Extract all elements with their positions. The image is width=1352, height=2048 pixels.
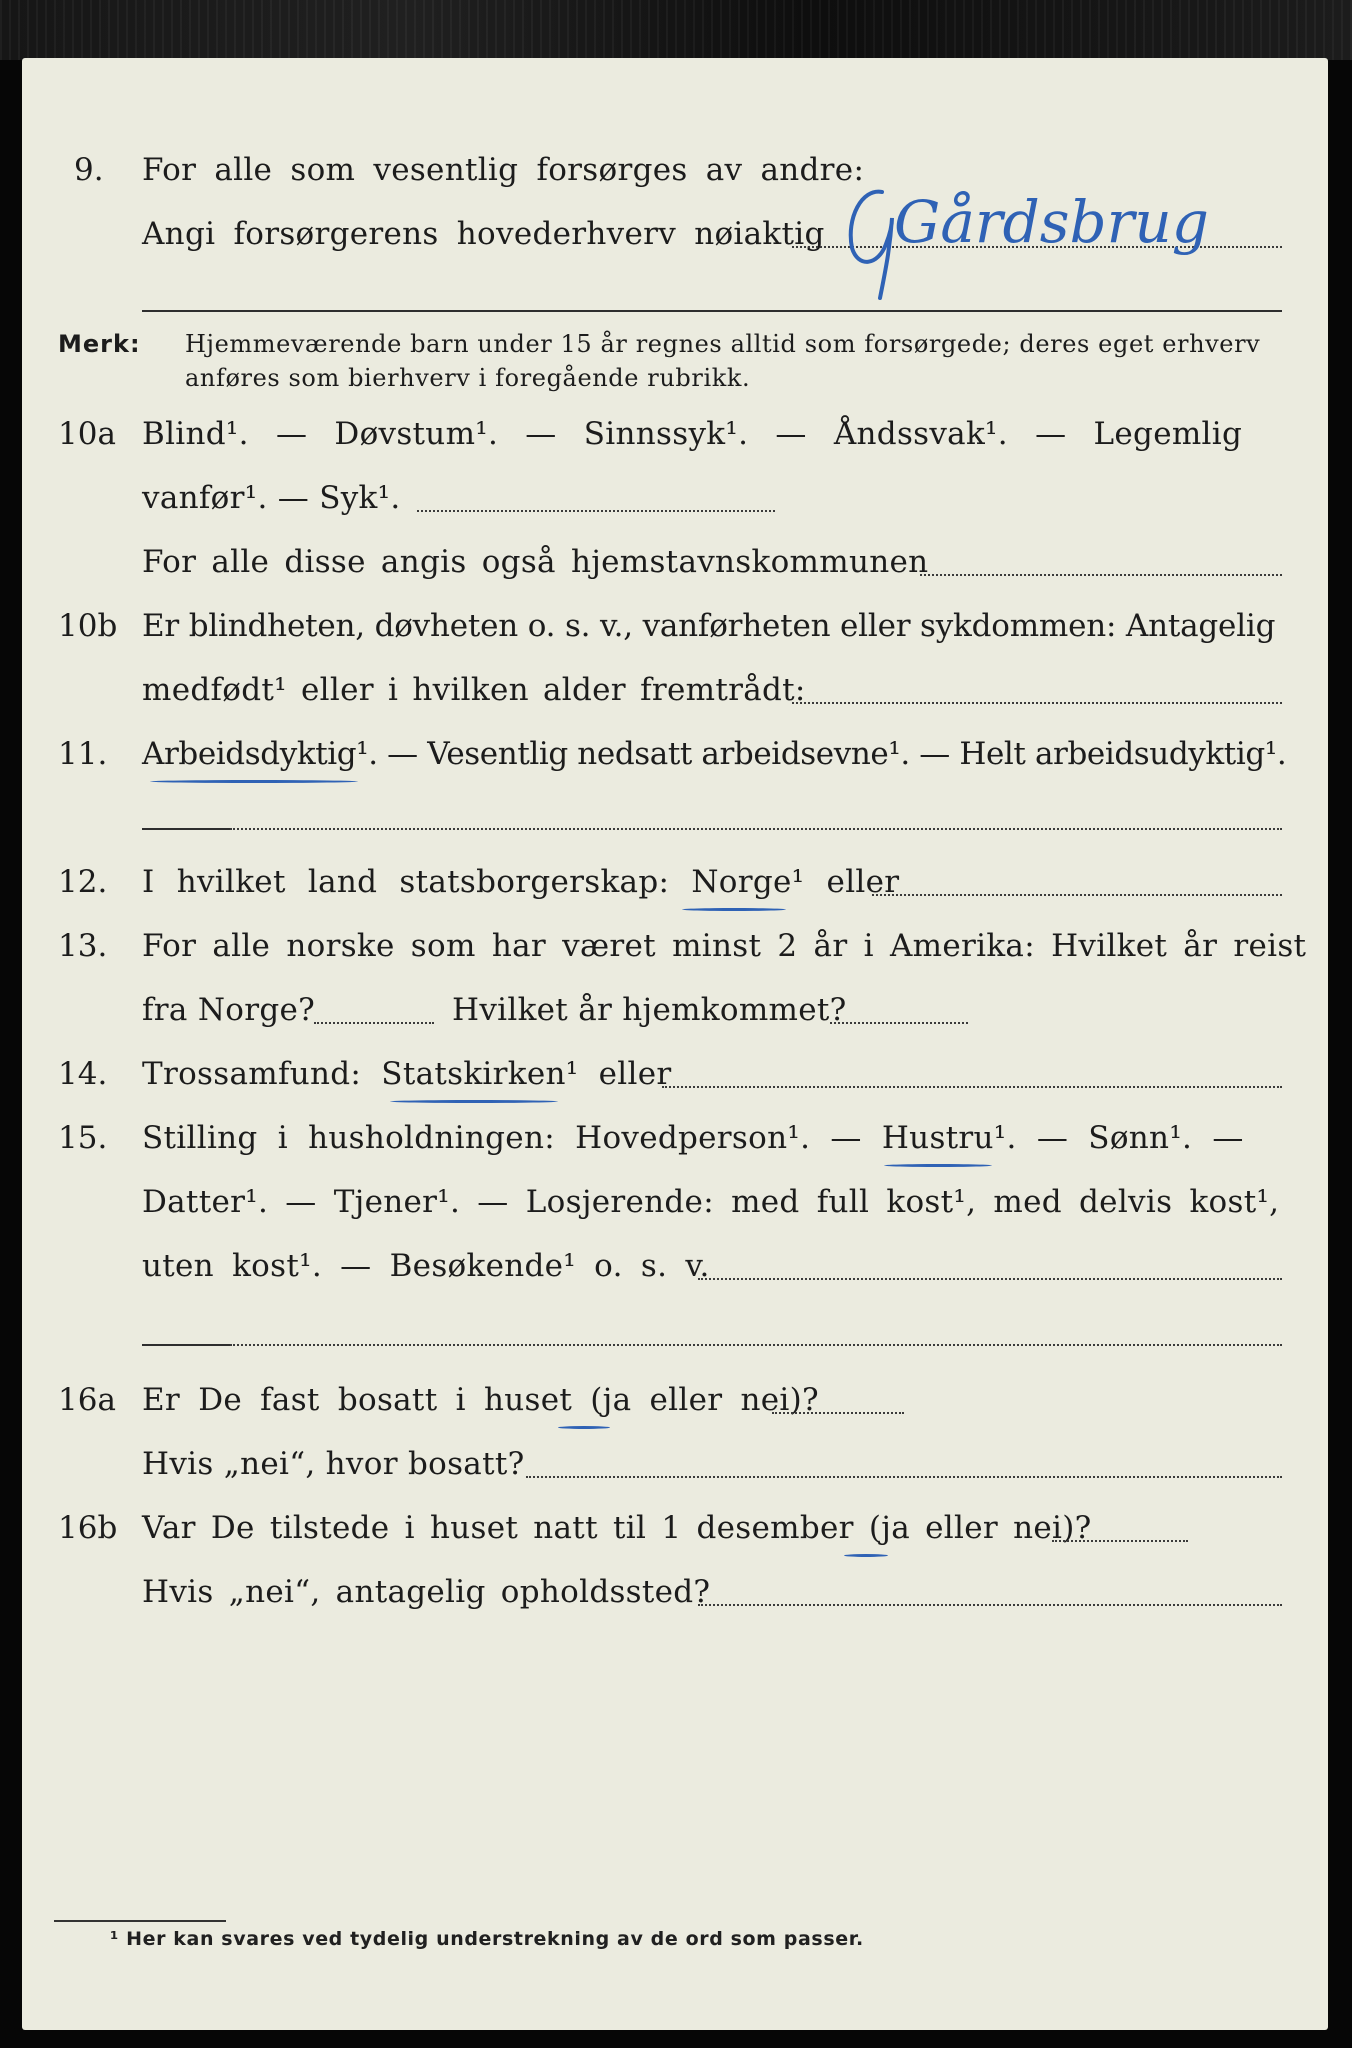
q16b-opholdssted-line[interactable] [698, 1604, 1282, 1606]
q15-extra-line[interactable] [230, 1344, 1282, 1346]
q10b-answer-line[interactable] [792, 702, 1282, 704]
q16a-line2: Hvis „nei“, hvor bosatt? [142, 1446, 525, 1482]
q10a-number: 10a [58, 416, 116, 452]
q15-rule-short [142, 1344, 230, 1346]
q13-line2a: fra Norge? [142, 992, 316, 1028]
q15-answer-line[interactable] [698, 1278, 1282, 1280]
q9-handwritten-text: Gårdsbrug [894, 188, 1209, 256]
merk-line1: Hjemmeværende barn under 15 år regnes alltid som forsørgede; deres eget erhverv [185, 330, 1261, 358]
q16b-handwritten-underline [844, 1554, 888, 1557]
q16a-number: 16a [58, 1382, 116, 1418]
scanner-top-band [0, 0, 1352, 60]
q10b-number: 10b [58, 608, 118, 644]
q9-line2: Angi forsørgerens hovederhverv nøiaktig [142, 216, 825, 252]
q16a-line1: Er De fast bosatt i huset (ja eller nei)? [142, 1382, 819, 1418]
q11-answer-line[interactable] [230, 828, 1282, 830]
q9-number: 9. [74, 152, 104, 188]
q12-line1: I hvilket land statsborgerskap: Norge¹ eller [142, 864, 900, 900]
q13-line1: For alle norske som har været minst 2 år i Amerika: Hvilket år reist [142, 928, 1307, 964]
q9-line1: For alle som vesentlig forsørges av andre: [142, 152, 865, 188]
q14-number: 14. [58, 1056, 108, 1092]
q16b-line1: Var De tilstede i huset natt til 1 desember (ja eller nei)? [142, 1510, 1092, 1546]
q10a-hjemstavn-line[interactable] [920, 574, 1282, 576]
q10a-line3: For alle disse angis også hjemstavnskommunen [142, 544, 929, 580]
q16a-answer-line[interactable] [772, 1412, 904, 1414]
merk-label: Merk: [58, 330, 141, 358]
q13-reist-line[interactable] [314, 1022, 434, 1024]
q9-rule [142, 310, 1282, 312]
q12-handwritten-underline [682, 908, 786, 911]
q16b-answer-line[interactable] [1052, 1540, 1188, 1542]
q15-handwritten-underline [884, 1164, 992, 1167]
q16a-handwritten-underline [558, 1426, 610, 1429]
q16b-line2: Hvis „nei“, antagelig opholdssted? [142, 1574, 711, 1610]
q10a-line2: vanfør¹. — Syk¹. [142, 480, 401, 516]
footnote-rule [54, 1920, 226, 1922]
census-form-page [22, 58, 1328, 2030]
q14-handwritten-underline [390, 1100, 558, 1103]
q16b-number: 16b [58, 1510, 118, 1546]
q15-line1: Stilling i husholdningen: Hovedperson¹. — Hustru¹. — Sønn¹. — [142, 1120, 1244, 1156]
q10b-line2: medfødt¹ eller i hvilken alder fremtrådt: [142, 672, 806, 708]
q14-answer-line[interactable] [662, 1086, 1282, 1088]
q11-line1: Arbeidsdyktig¹. — Vesentlig nedsatt arbeidsevne¹. — Helt arbeidsudyktig¹. [142, 736, 1287, 772]
q15-number: 15. [58, 1120, 108, 1156]
q11-rule-short [142, 828, 230, 830]
q10a-line1: Blind¹. — Døvstum¹. — Sinnssyk¹. — Åndssvak¹. — Legemlig [142, 416, 1243, 452]
q10a-answer-line[interactable] [417, 510, 775, 512]
q11-number: 11. [58, 736, 108, 772]
q15-line3: uten kost¹. — Besøkende¹ o. s. v. [142, 1248, 710, 1284]
q10b-line1: Er blindheten, døvheten o. s. v., vanførheten eller sykdommen: Antagelig [142, 608, 1276, 644]
q13-hjemkommet-line[interactable] [830, 1022, 968, 1024]
q13-line2b: Hvilket år hjemkommet? [452, 992, 847, 1028]
q12-answer-line[interactable] [872, 894, 1282, 896]
q9-handwritten-answer [842, 158, 1209, 308]
q12-number: 12. [58, 864, 108, 900]
merk-line2: anføres som bierhverv i foregående rubrikk. [185, 364, 751, 392]
q13-number: 13. [58, 928, 108, 964]
q15-line2: Datter¹. — Tjener¹. — Losjerende: med full kost¹, med delvis kost¹, [142, 1184, 1280, 1220]
q16a-bosatt-line[interactable] [526, 1476, 1282, 1478]
footnote: ¹ Her kan svares ved tydelig understrekning av de ord som passer. [110, 1928, 864, 1950]
q11-handwritten-underline [150, 780, 358, 783]
q14-line1: Trossamfund: Statskirken¹ eller [142, 1056, 672, 1092]
